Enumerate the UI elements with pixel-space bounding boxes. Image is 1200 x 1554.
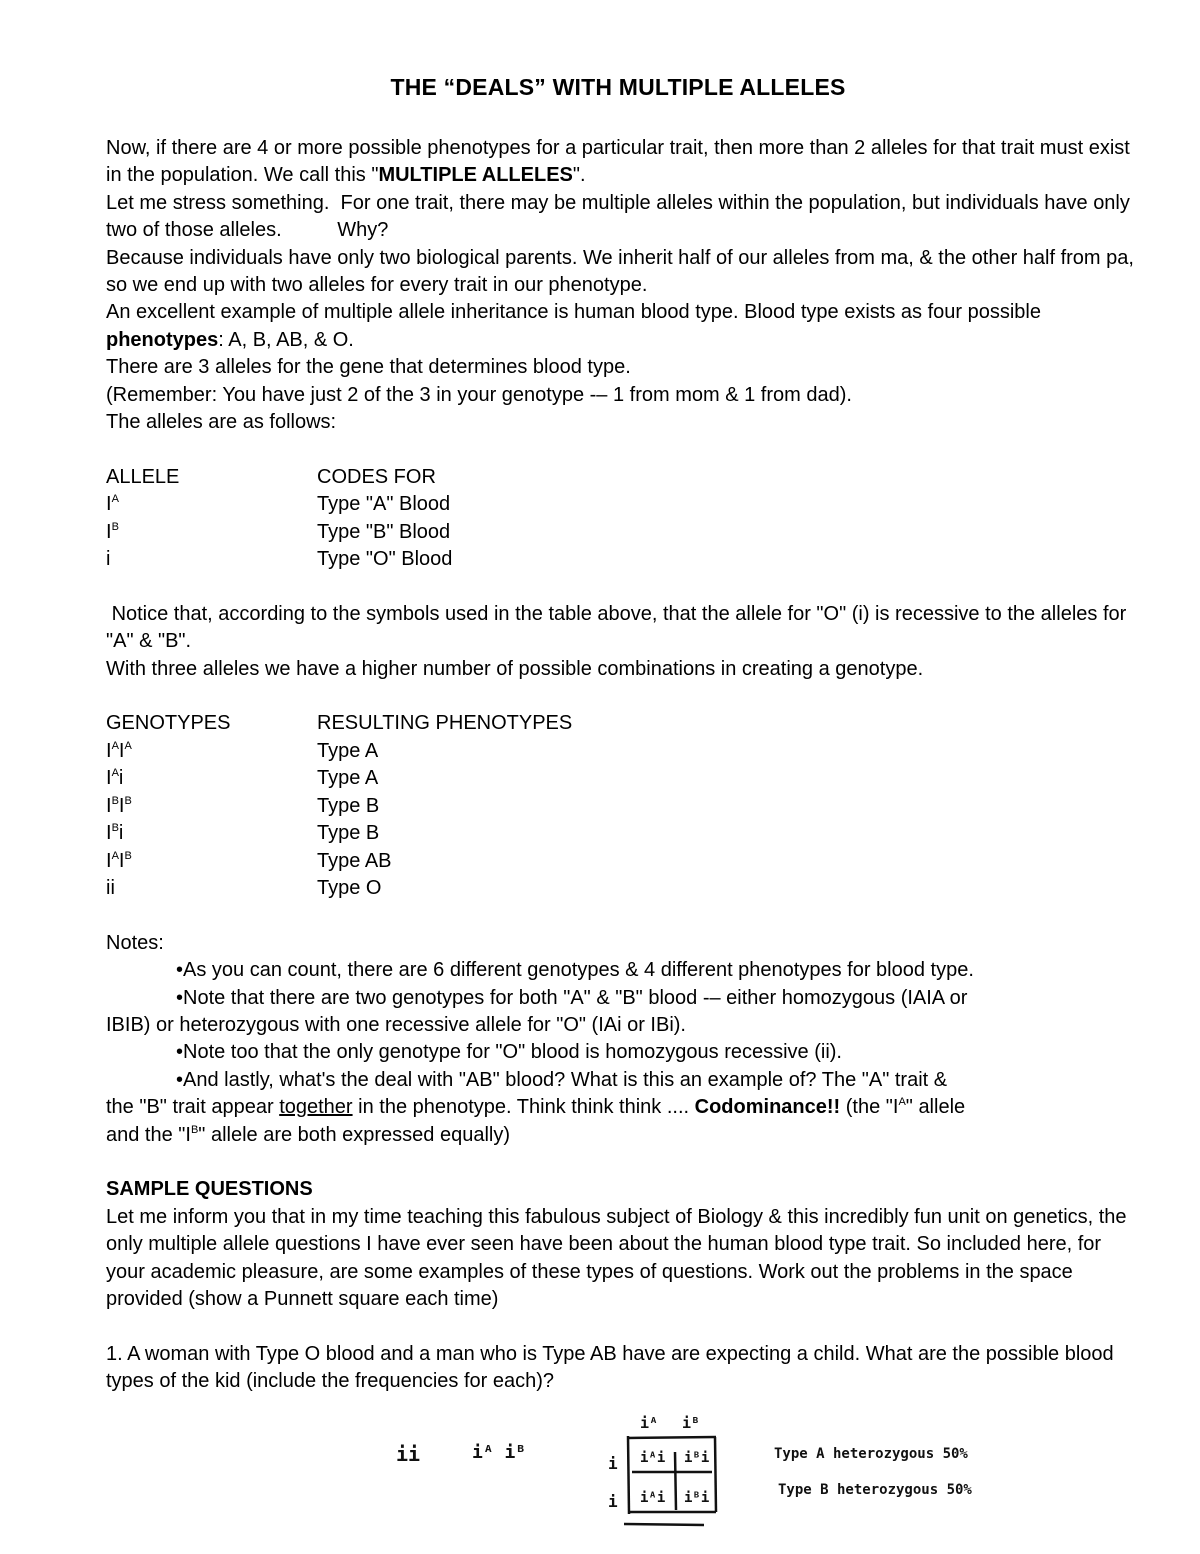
sample-intro: Let me inform you that in my time teaching this fabulous subject of Biology & this incredibly fun unit on genetics, the only multiple allele questions I have ever seen have been about the human blood type trait. So included here, for your academic pleasure, are some examples of these types of questions. Work out the problems in the space provided (show a Punnett square each time) xyxy=(106,1205,1127,1310)
genotype-cell: $I^AI^A$ xyxy=(106,739,132,762)
genotype-row xyxy=(106,848,1136,875)
intro-paragraph-1: Now, if there are 4 or more possible phenotypes for a particular trait, then more than 2 alleles for that trait must exist in the population. We call this "MULTIPLE ALLELES". xyxy=(106,137,1130,187)
punnett-cell: iᴮi xyxy=(684,1490,710,1506)
phenotypes-header: RESULTING PHENOTYPES xyxy=(317,712,573,735)
phenotype-cell: Type O xyxy=(317,876,382,899)
genotype-row xyxy=(106,738,1136,765)
genotype-row xyxy=(106,820,1136,847)
genotype-row xyxy=(106,793,1136,820)
intro-paragraph-4: An excellent example of multiple allele inheritance is human blood type. Blood type exists as four possible phenotypes: A, B, AB, & O. xyxy=(106,301,1041,351)
father-genotype: iᴬ iᴮ xyxy=(472,1442,527,1463)
allele-row: i Type "O" Blood xyxy=(106,548,453,571)
phenotype-cell: Type A xyxy=(317,767,379,790)
result-type-b: Type B heterozygous 50% xyxy=(778,1482,972,1498)
note-4a: •And lastly, what's the deal with "AB" blood? What is this an example of? The "A" trait & xyxy=(176,1068,948,1091)
intro-paragraph-3: Because individuals have only two biological parents. We inherit half of our alleles from ma, & the other half from pa, so we end up with two alleles for every trait in our phenotype. xyxy=(106,246,1134,297)
allele-row: $I^A$ Type "A" Blood xyxy=(106,493,451,516)
genotype-rows xyxy=(106,738,1136,902)
genotype-cell: $I^AI^B$ xyxy=(106,849,132,872)
punnett-col-a: iᴬ xyxy=(640,1414,659,1432)
intro-paragraph-2: Let me stress something. For one trait, there may be multiple alleles within the population, but individuals have only two of those alleles. Why? xyxy=(106,191,1136,242)
intro-paragraph-7: The alleles are as follows: xyxy=(106,411,337,434)
intro-section xyxy=(106,135,1136,1396)
allele-table-header xyxy=(106,464,1136,491)
note-1: •As you can count, there are 6 different genotypes & 4 different phenotypes for blood type. xyxy=(176,959,974,982)
mother-genotype: ii xyxy=(396,1442,421,1466)
notes-label: Notes: xyxy=(106,931,164,954)
question-1: 1. A woman with Type O blood and a man who is Type AB have are expecting a child. What are the possible blood types of the kid (include the frequencies for each)? xyxy=(106,1342,1114,1393)
punnett-row-2: i xyxy=(608,1492,618,1511)
genotype-row xyxy=(106,875,1136,902)
combinations-note: With three alleles we have a higher number of possible combinations in creating a genotype. xyxy=(106,657,924,680)
genotypes-header: GENOTYPES xyxy=(106,712,231,735)
recessive-note: Notice that, according to the symbols used in the table above, that the allele for "O" (i) is recessive to the alleles for "A" & "B". xyxy=(106,602,1132,653)
punnett-cell: iᴬi xyxy=(640,1490,666,1506)
allele-header: ALLELE xyxy=(106,465,180,488)
note-4b: the "B" trait appear together in the phenotype. Think think think .... Codominance!! (the "$I^A$" allele xyxy=(106,1096,966,1119)
intro-paragraph-6: (Remember: You have just 2 of the 3 in your genotype -– 1 from mom & 1 from dad). xyxy=(106,383,852,406)
sample-questions-heading: SAMPLE QUESTIONS xyxy=(106,1178,313,1201)
genotype-cell: ii xyxy=(106,876,115,899)
note-2a: •Note that there are two genotypes for both "A" & "B" blood -– either homozygous (IAIA or xyxy=(176,986,968,1009)
phenotype-cell: Type B xyxy=(317,794,380,817)
punnett-row-1: i xyxy=(608,1454,618,1473)
page-title: THE “DEALS” WITH MULTIPLE ALLELES xyxy=(390,74,846,100)
phenotype-cell: Type B xyxy=(317,822,380,845)
punnett-col-b: iᴮ xyxy=(682,1414,701,1432)
genotype-row xyxy=(106,765,1136,792)
punnett-square-grid xyxy=(620,1432,720,1528)
note-4c: and the "$I^B$" allele are both expressed equally) xyxy=(106,1123,511,1146)
genotype-cell: $I^Bi$ xyxy=(106,822,124,845)
phenotype-cell: Type AB xyxy=(317,849,392,872)
codes-header: CODES FOR xyxy=(317,465,436,488)
genotype-table-header xyxy=(106,710,1136,737)
allele-row: $I^B$ Type "B" Blood xyxy=(106,520,451,543)
result-type-a: Type A heterozygous 50% xyxy=(774,1446,968,1462)
genotype-cell: $I^BI^B$ xyxy=(106,794,132,817)
punnett-cell: iᴮi xyxy=(684,1450,710,1466)
punnett-cell: iᴬi xyxy=(640,1450,666,1466)
phenotype-cell: Type A xyxy=(317,739,379,762)
note-3: •Note too that the only genotype for "O" blood is homozygous recessive (ii). xyxy=(176,1041,842,1064)
intro-paragraph-5: There are 3 alleles for the gene that determines blood type. xyxy=(106,356,631,379)
note-2b: IBIB) or heterozygous with one recessive allele for "O" (IAi or IBi). xyxy=(106,1013,686,1036)
genotype-cell: $I^Ai$ xyxy=(106,767,124,790)
